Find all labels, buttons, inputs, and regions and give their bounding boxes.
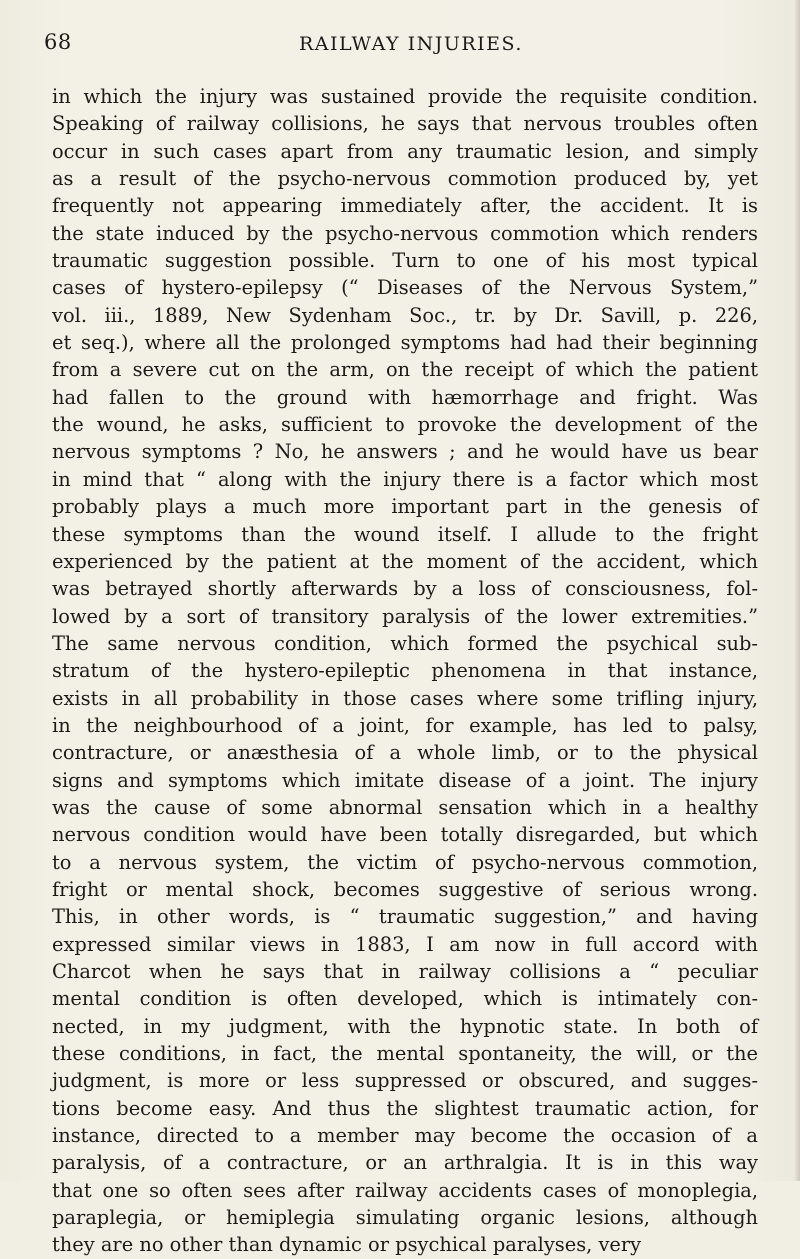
text-line: expressed similar views in 1883, I am now in full accord with bbox=[52, 932, 758, 956]
text-line: exists in all probability in those cases where some trifling injury, bbox=[52, 686, 758, 710]
text-line: vol. iii., 1889, New Sydenham Soc., tr. by Dr. Savill, p. 226, bbox=[52, 303, 758, 327]
text-line: from a severe cut on the arm, on the receipt of which the patient bbox=[52, 358, 758, 382]
running-head: RAILWAY INJURIES. bbox=[299, 33, 523, 55]
text-line: in which the injury was sustained provide the requisite condition. bbox=[52, 85, 758, 108]
text-line: nervous symptoms ? No, he answers ; and he would have us bear bbox=[52, 440, 758, 464]
text-line: these conditions, in fact, the mental spontaneity, the will, or the bbox=[52, 1042, 758, 1066]
text-line: had fallen to the ground with hæmorrhage and fright. Was bbox=[52, 385, 758, 409]
text-line: The same nervous condition, which formed the psychical sub- bbox=[52, 631, 758, 655]
text-line: Speaking of railway collisions, he says that nervous troubles often bbox=[52, 112, 758, 136]
text-line: as a result of the psycho-nervous commotion produced by, yet bbox=[52, 167, 758, 191]
text-line: contracture, or anæsthesia of a whole limb, or to the physical bbox=[52, 741, 758, 765]
body-text bbox=[52, 83, 758, 1259]
text-line: the wound, he asks, sufficient to provoke the development of the bbox=[52, 413, 758, 437]
text-line: lowed by a sort of transitory paralysis of the lower extremities.” bbox=[52, 604, 758, 628]
text-line: they are no other than dynamic or psychical paralyses, very bbox=[52, 1233, 642, 1257]
text-line: experienced by the patient at the moment of the accident, which bbox=[52, 549, 758, 573]
text-line: in the neighbourhood of a joint, for example, has led to palsy, bbox=[52, 713, 758, 737]
text-line: nected, in my judgment, with the hypnotic state. In both of bbox=[52, 1014, 758, 1038]
text-line: frequently not appearing immediately after, the accident. It is bbox=[52, 194, 758, 218]
text-line: was betrayed shortly afterwards by a loss of consciousness, fol- bbox=[52, 577, 758, 601]
text-line: that one so often sees after railway accidents cases of monoplegia, bbox=[52, 1178, 758, 1202]
page-edge-shadow bbox=[794, 0, 800, 1181]
text-line: traumatic suggestion possible. Turn to one of his most typical bbox=[52, 249, 758, 273]
text-line: was the cause of some abnormal sensation which in a healthy bbox=[52, 795, 758, 819]
text-line: cases of hystero-epilepsy (“ Diseases of the Nervous System,” bbox=[52, 276, 758, 300]
text-line: tions become easy. And thus the slightest traumatic action, for bbox=[52, 1096, 758, 1120]
text-line: et seq.), where all the prolonged symptoms had had their beginning bbox=[52, 331, 758, 355]
text-line: judgment, is more or less suppressed or obscured, and sugges- bbox=[52, 1069, 758, 1093]
text-line: paraplegia, or hemiplegia simulating organic lesions, although bbox=[52, 1206, 758, 1230]
text-line: fright or mental shock, becomes suggestive of serious wrong. bbox=[52, 877, 758, 901]
page-header bbox=[44, 30, 744, 62]
text-line: nervous condition would have been totally disregarded, but which bbox=[52, 823, 758, 847]
text-line: paralysis, of a contracture, or an arthralgia. It is in this way bbox=[52, 1151, 758, 1175]
text-line: probably plays a much more important part in the genesis of bbox=[52, 495, 758, 519]
text-line: stratum of the hystero-epileptic phenomena in that instance, bbox=[52, 659, 758, 683]
text-line: the state induced by the psycho-nervous commotion which renders bbox=[52, 221, 758, 245]
text-line: these symptoms than the wound itself. I allude to the fright bbox=[52, 522, 758, 546]
text-line: instance, directed to a member may become the occasion of a bbox=[52, 1124, 758, 1148]
text-line: mental condition is often developed, which is intimately con- bbox=[52, 987, 758, 1011]
text-line: signs and symptoms which imitate disease of a joint. The injury bbox=[52, 768, 758, 792]
text-line: Charcot when he says that in railway collisions a “ peculiar bbox=[52, 960, 758, 983]
text-line: in mind that “ along with the injury there is a factor which most bbox=[52, 467, 758, 491]
page-number: 68 bbox=[44, 30, 72, 54]
text-line: This, in other words, is “ traumatic suggestion,” and having bbox=[52, 905, 758, 929]
text-line: occur in such cases apart from any traumatic lesion, and simply bbox=[52, 139, 758, 163]
text-line: to a nervous system, the victim of psycho-nervous commotion, bbox=[52, 850, 758, 874]
